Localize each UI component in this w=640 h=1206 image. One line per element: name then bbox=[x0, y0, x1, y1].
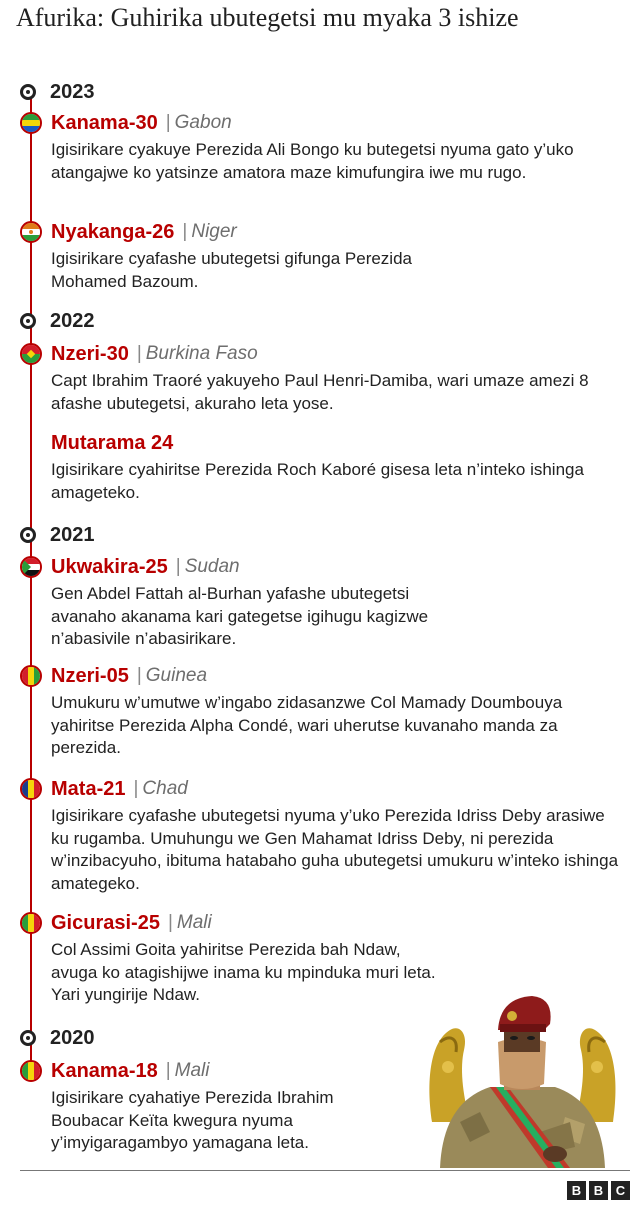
event-description: Igisirikare cyakuye Perezida Ali Bongo ku butegetsi nyuma gato y’uko atangajwe ko yatsinze amatora maze kimufungira iwe mu rugo. bbox=[51, 140, 574, 182]
event-country: Guinea bbox=[145, 665, 208, 686]
bbc-logo-letter: B bbox=[567, 1181, 586, 1200]
event-date: Ukwakira-25 bbox=[51, 555, 168, 578]
footer-rule bbox=[20, 1170, 630, 1171]
event-item bbox=[20, 219, 620, 293]
event-date: Kanama-18 bbox=[51, 1059, 158, 1082]
separator: | bbox=[175, 556, 181, 577]
year-label: 2022 bbox=[50, 309, 95, 332]
timeline-dot-icon bbox=[20, 313, 36, 329]
separator: | bbox=[136, 343, 142, 364]
event-description: Umukuru w’umutwe w’ingabo zidasanzwe Col Mamady Doumbouya yahiritse Perezida Alpha Condé, wari uherutse kuvanaho manda za perezida. bbox=[51, 693, 563, 757]
gabon-flag-icon bbox=[20, 112, 42, 134]
niger-flag-icon bbox=[20, 221, 42, 243]
separator: | bbox=[167, 912, 173, 933]
event-date: Nzeri-05 bbox=[51, 664, 129, 687]
event-item bbox=[20, 430, 620, 504]
event-date: Nzeri-30 bbox=[51, 342, 129, 365]
event-description: Igisirikare cyafashe ubutegetsi gifunga Perezida Mohamed Bazoum. bbox=[51, 249, 412, 291]
event-date: Kanama-30 bbox=[51, 111, 158, 134]
separator: | bbox=[133, 778, 139, 799]
event-date: Mata-21 bbox=[51, 777, 126, 800]
bbc-logo bbox=[567, 1181, 630, 1200]
bbc-logo-letter: B bbox=[589, 1181, 608, 1200]
event-item bbox=[20, 663, 620, 760]
event-description: Col Assimi Goita yahiritse Perezida bah Ndaw, avuga ko atagishijwe inama ku mpinduka muri leta. Yari yungirije Ndaw. bbox=[51, 940, 436, 1004]
timeline-dot-icon bbox=[20, 84, 36, 100]
bbc-logo-letter: C bbox=[611, 1181, 630, 1200]
event-country: Gabon bbox=[174, 112, 232, 133]
event-country: Sudan bbox=[184, 556, 240, 577]
event-item bbox=[20, 776, 620, 895]
separator: | bbox=[136, 665, 142, 686]
year-marker-2022 bbox=[20, 309, 95, 333]
separator: | bbox=[165, 1060, 171, 1081]
timeline-dot-icon bbox=[20, 1030, 36, 1046]
year-label: 2021 bbox=[50, 523, 95, 546]
chad-flag-icon bbox=[20, 778, 42, 800]
year-label: 2023 bbox=[50, 80, 95, 103]
event-description: Capt Ibrahim Traoré yakuyeho Paul Henri-Damiba, wari umaze amezi 8 afashe ubutegetsi, akuraho leta yose. bbox=[51, 371, 589, 413]
year-marker-2021 bbox=[20, 523, 95, 547]
event-country: Burkina Faso bbox=[145, 343, 258, 364]
sudan-flag-icon bbox=[20, 556, 42, 578]
timeline-dot-icon bbox=[20, 527, 36, 543]
event-item bbox=[20, 341, 620, 415]
event-item bbox=[20, 554, 620, 651]
event-country: Mali bbox=[174, 1060, 210, 1081]
event-description: Igisirikare cyahiritse Perezida Roch Kaboré gisesa leta n’inteko ishinga amageteko. bbox=[51, 460, 584, 502]
event-country: Niger bbox=[191, 221, 237, 242]
event-date: Nyakanga-26 bbox=[51, 220, 175, 243]
separator: | bbox=[182, 221, 188, 242]
mali-flag-icon bbox=[20, 912, 42, 934]
event-country: Chad bbox=[142, 778, 188, 799]
event-description: Igisirikare cyafashe ubutegetsi nyuma y’uko Perezida Idriss Deby arasiwe ku rugamba. Umuhungu we Gen Mahamat Idriss Deby, ni perezida w’inzibacyuho, ibituma hatabaho guha ubutegetsi umukuru w’inteko ishinga amategeko. bbox=[51, 806, 619, 893]
page-title: Afurika: Guhirika ubutegetsi mu myaka 3 ishize bbox=[16, 3, 519, 32]
burkina-faso-flag-icon bbox=[20, 343, 42, 365]
year-marker-2020 bbox=[20, 1026, 95, 1050]
separator: | bbox=[165, 112, 171, 133]
portrait-image bbox=[420, 972, 625, 1168]
event-country: Mali bbox=[176, 912, 212, 933]
year-label: 2020 bbox=[50, 1026, 95, 1049]
year-marker-2023 bbox=[20, 80, 95, 104]
event-date: Gicurasi-25 bbox=[51, 911, 160, 934]
event-description: Igisirikare cyahatiye Perezida Ibrahim Boubacar Keïta kwegura nyuma y’imyigaragambyo yamagana leta. bbox=[51, 1088, 334, 1152]
mali-flag-icon bbox=[20, 1060, 42, 1082]
guinea-flag-icon bbox=[20, 665, 42, 687]
event-item bbox=[20, 110, 620, 184]
event-date: Mutarama 24 bbox=[51, 431, 174, 454]
event-description: Gen Abdel Fattah al-Burhan yafashe ubutegetsi avanaho akanama kari gategetse igihugu kagizwe n’abasivile n’abasirikare. bbox=[51, 584, 429, 648]
